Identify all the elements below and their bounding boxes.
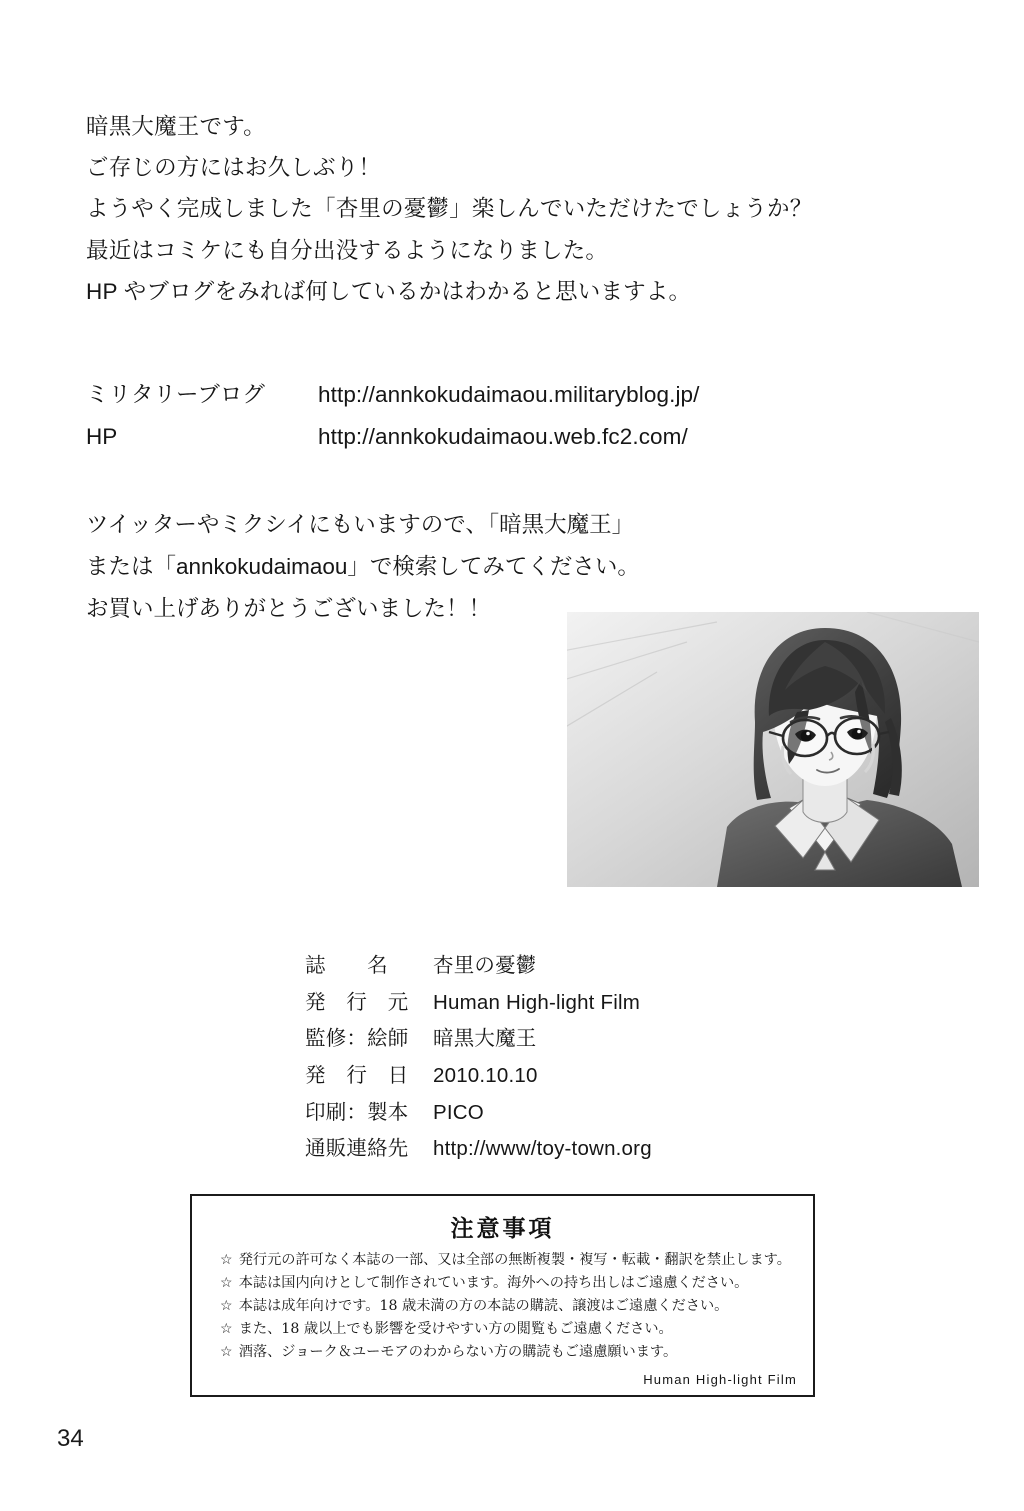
colophon-value-url[interactable]: http://www/toy-town.org [433,1137,652,1161]
notice-credit: Human High-light Film [643,1372,797,1387]
notice-item-text: また、18 歳以上でも影響を受けやすい方の閲覧もご遠慮ください。 [238,1321,673,1337]
colophon-label: 誌 名 [305,954,388,977]
star-icon: ☆ [220,1298,233,1314]
character-illustration [567,612,979,887]
star-icon: ☆ [220,1252,233,1268]
afterword-line: 暗黒大魔王です。 [86,114,266,139]
star-icon: ☆ [220,1321,233,1337]
link-url-hp[interactable]: http://annkokudaimaou.web.fc2.com/ [318,423,688,449]
star-icon: ☆ [220,1275,233,1291]
colophon-value: 暗黒大魔王 [433,1027,537,1051]
colophon-row-mailorder [305,1133,652,1164]
notice-box [190,1194,815,1397]
colophon-value: 杏里の憂鬱 [433,954,537,977]
afterword-text [86,110,916,316]
notice-item-text: 本誌は国内向けとして制作されています。海外への持ち出しはご遠慮ください。 [238,1275,749,1291]
colophon-label: 通販連絡先 [305,1137,409,1161]
colophon-label: 発 行 日 [305,1063,409,1087]
notice-item [220,1295,813,1318]
closing-line: または「annkokudaimaou」で検索してみてください。 [86,554,640,580]
notice-item [220,1272,813,1295]
page-number: 34 [57,1425,84,1452]
afterword-line: ようやく完成しました「杏里の憂鬱」楽しんでいただけたでしょうか？ [86,196,813,222]
colophon-row-printer [305,1097,652,1128]
link-url-militaryblog[interactable]: http://annkokudaimaou.militaryblog.jp/ [318,382,700,407]
colophon-value: 2010.10.10 [433,1063,538,1087]
link-label: ミリタリーブログ [86,382,265,407]
notice-item [220,1318,813,1341]
link-row-blog [86,378,916,412]
notice-item [220,1249,813,1272]
closing-line: お買い上げありがとうございました！！ [86,596,492,622]
colophon-row-date [305,1060,652,1091]
star-icon: ☆ [220,1344,233,1360]
colophon-row-publisher [305,987,652,1018]
notice-list [192,1249,813,1364]
colophon-row-title [305,950,652,981]
notice-item-text: 発行元の許可なく本誌の一部、又は全部の無断複製・複写・転載・翻訳を禁止します。 [238,1252,791,1268]
afterword-line: 最近はコミケにも自分出没するようになりました。 [86,237,609,263]
colophon-value: Human High-light Film [433,990,640,1014]
colophon-label: 印刷：製本 [305,1100,409,1124]
colophon-label: 発 行 元 [305,990,409,1014]
colophon-value: PICO [433,1100,484,1124]
links-block [86,378,916,462]
afterword-line: HP やブログをみれば何しているかはわかると思いますよ。 [86,278,692,304]
colophon-label: 監修：絵師 [305,1027,409,1051]
afterword-line: ご存じの方にはお久しぶり！ [86,155,382,181]
notice-item [220,1341,813,1364]
notice-title: 注意事項 [450,1215,555,1242]
notice-item-text: 本誌は成年向けです。18 歳未満の方の本誌の購読、譲渡はご遠慮ください。 [238,1298,729,1314]
closing-line: ツイッターやミクシイにもいますので、「暗黒大魔王」 [86,512,635,537]
colophon-block [305,950,652,1170]
link-row-hp [86,420,916,454]
colophon-row-artist [305,1023,652,1054]
notice-item-text: 酒落、ジョーク＆ユーモアのわからない方の購読もご遠慮願います。 [238,1344,678,1360]
link-label: HP [86,423,118,449]
